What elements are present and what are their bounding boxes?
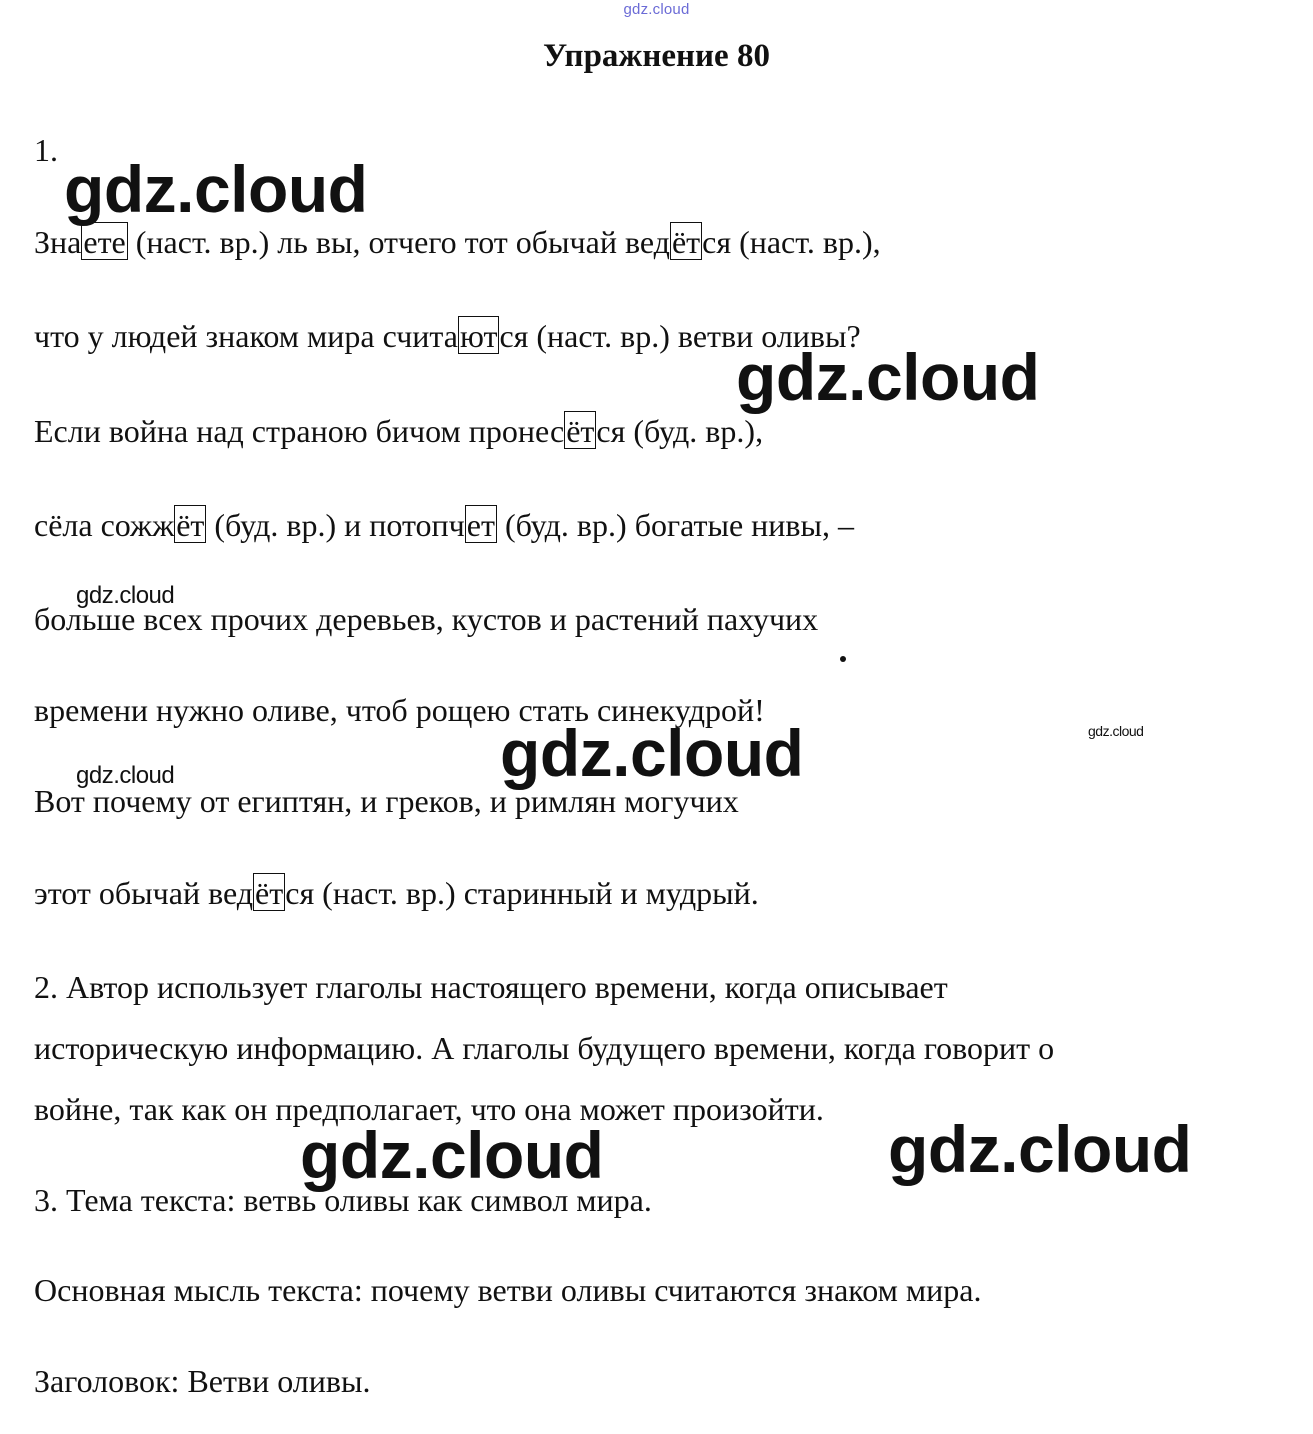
answer2-line-1: 2. Автор использует глаголы настоящего времени, когда описывает: [34, 969, 948, 1005]
stray-dot: [840, 656, 846, 662]
text-fragment: ся (наст. вр.) старинный и мудрый.: [285, 875, 759, 911]
watermark-logo: gdz.cloud: [888, 1112, 1192, 1186]
ending-box: ёт: [176, 507, 205, 543]
watermark-logo: gdz.cloud: [1088, 723, 1144, 739]
ending-box: ете: [83, 224, 126, 260]
poem-line-1: [34, 222, 881, 262]
text-fragment: ся (наст. вр.) ветви оливы?: [499, 318, 861, 354]
answer2-line-2: историческую информацию. А глаголы будущего времени, когда говорит о: [34, 1030, 1055, 1066]
text-fragment: (буд. вр.) и потопч: [206, 507, 465, 543]
watermark-logo: gdz.cloud: [300, 1118, 604, 1192]
poem-line-8: [34, 873, 759, 913]
text-fragment: ся (наст. вр.),: [702, 224, 881, 260]
ending-box: ёт: [671, 224, 701, 260]
watermark-logo: gdz.cloud: [76, 582, 175, 609]
ending-box: ет: [466, 507, 495, 543]
ending-box: ёт: [255, 875, 284, 911]
ending-box: ёт: [566, 413, 595, 449]
answer3-theme: 3. Тема текста: ветвь оливы как символ мира.: [34, 1182, 652, 1218]
text-fragment: (буд. вр.) богатые нивы, –: [496, 507, 855, 543]
watermark-logo: gdz.cloud: [64, 152, 368, 226]
watermark-logo: gdz.cloud: [736, 340, 1040, 414]
watermark-logo: gdz.cloud: [76, 762, 175, 789]
answer2-line-3: войне, так как он предполагает, что она может произойти.: [34, 1091, 824, 1127]
poem-line-7: Вот почему от египтян, и греков, и римлян могучих: [34, 783, 739, 819]
text-fragment: этот обычай вед: [34, 875, 254, 911]
text-fragment: ся (буд. вр.),: [596, 413, 764, 449]
top-watermark: gdz.cloud: [623, 1, 690, 18]
text-fragment: что у людей знаком мира счита: [34, 318, 458, 354]
poem-line-6: времени нужно оливе, чтоб рощею стать синекудрой!: [34, 692, 765, 728]
answer3-idea: Основная мысль текста: почему ветви оливы считаются знаком мира.: [34, 1272, 982, 1308]
poem-line-3: [34, 411, 763, 451]
text-fragment: Зна: [34, 224, 82, 260]
page-title: Упражнение 80: [543, 38, 770, 74]
poem-line-4: [34, 505, 854, 545]
text-fragment: (наст. вр.) ль вы, отчего тот обычай вед: [127, 224, 670, 260]
watermark-logo: gdz.cloud: [500, 716, 804, 790]
section-number-1: 1.: [34, 132, 58, 168]
poem-line-5: больше всех прочих деревьев, кустов и растений пахучих: [34, 601, 819, 637]
text-fragment: сёла сожж: [34, 507, 175, 543]
text-fragment: Если война над страною бичом пронес: [34, 413, 565, 449]
ending-box: ют: [459, 318, 498, 354]
answer3-heading: Заголовок: Ветви оливы.: [34, 1363, 371, 1399]
